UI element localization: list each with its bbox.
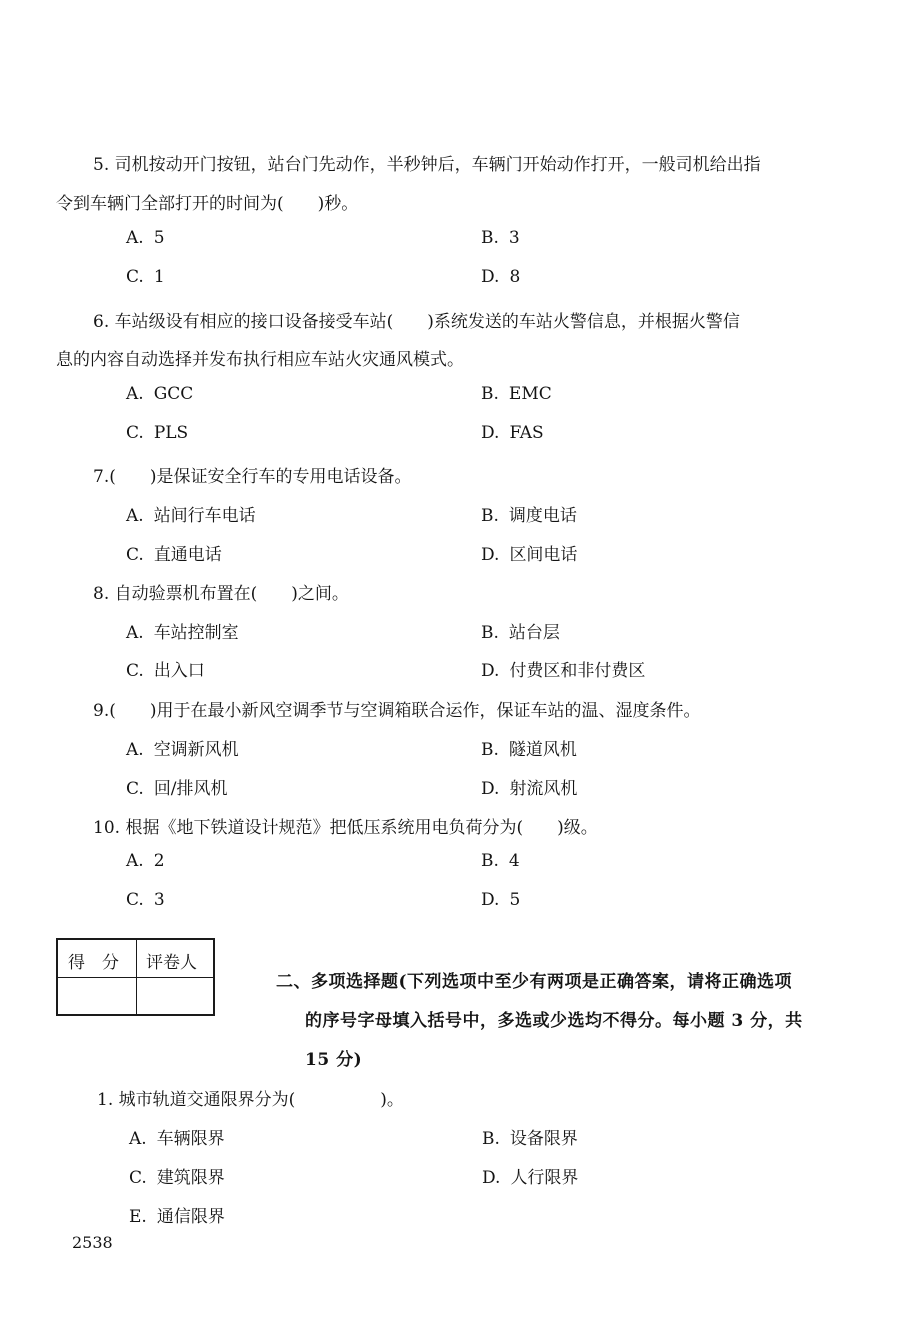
section-heading-line-2: 的序号字母填入括号中，多选或少选均不得分。每小题 3 分，共 <box>305 1011 803 1031</box>
option-c: C. 3 <box>126 890 165 910</box>
option-a: A. 空调新风机 <box>126 740 239 760</box>
question-9-line-1: 9.( )用于在最小新风空调季节与空调箱联合运作，保证车站的温、湿度条件。 <box>93 701 701 721</box>
option-d: D. 区间电话 <box>481 545 578 565</box>
option-d: D. 8 <box>481 267 521 287</box>
question-6-line-1: 6. 车站级设有相应的接口设备接受车站( )系统发送的车站火警信息，并根据火警信 <box>93 312 740 332</box>
question-7-line-1: 7.( )是保证安全行车的专用电话设备。 <box>93 467 412 487</box>
option-c: C. 1 <box>126 267 165 287</box>
option-b: B. 3 <box>481 228 520 248</box>
option-c: C. PLS <box>126 423 189 443</box>
option-d: D. 5 <box>481 890 521 910</box>
option-b: B. 站台层 <box>481 623 560 643</box>
grader-label: 评卷人 <box>146 953 197 973</box>
option-a: A. 车辆限界 <box>129 1129 225 1149</box>
score-table <box>56 938 215 1016</box>
question-5-line-2: 令到车辆门全部打开的时间为( )秒。 <box>56 194 359 214</box>
question-8-line-1: 8. 自动验票机布置在( )之间。 <box>93 584 349 604</box>
option-d: D. 付费区和非付费区 <box>481 661 646 681</box>
option-a: A. 车站控制室 <box>126 623 239 643</box>
page-number: 2538 <box>72 1233 113 1252</box>
section-heading-line-3: 15 分) <box>305 1050 363 1070</box>
option-a: A. GCC <box>126 384 194 404</box>
option-b: B. 调度电话 <box>481 506 577 526</box>
option-c: C. 建筑限界 <box>129 1168 225 1188</box>
option-a: A. 5 <box>126 228 165 248</box>
option-d: D. FAS <box>481 423 544 443</box>
question-6-line-2: 息的内容自动选择并发布执行相应车站火灾通风模式。 <box>56 350 464 370</box>
question-5-line-1: 5. 司机按动开门按钮，站台门先动作，半秒钟后，车辆门开始动作打开，一般司机给出指 <box>93 155 761 175</box>
option-c: C. 出入口 <box>126 661 205 681</box>
option-b: B. 隧道风机 <box>481 740 577 760</box>
table-divider-vertical <box>136 940 137 1014</box>
option-c: C. 回/排风机 <box>126 779 228 799</box>
option-a: A. 站间行车电话 <box>126 506 256 526</box>
option-d: D. 射流风机 <box>481 779 578 799</box>
option-b: B. 4 <box>481 851 520 871</box>
option-d: D. 人行限界 <box>482 1168 579 1188</box>
option-c: C. 直通电话 <box>126 545 222 565</box>
option-e: E. 通信限界 <box>129 1207 225 1227</box>
multi-question-1-line-1: 1. 城市轨道交通限界分为( )。 <box>97 1090 404 1110</box>
section-heading-line-1: 二、多项选择题(下列选项中至少有两项是正确答案，请将正确选项 <box>276 972 793 992</box>
option-a: A. 2 <box>126 851 165 871</box>
option-b: B. EMC <box>481 384 552 404</box>
option-b: B. 设备限界 <box>482 1129 578 1149</box>
score-label: 得 分 <box>68 953 119 973</box>
question-10-line-1: 10. 根据《地下铁道设计规范》把低压系统用电负荷分为( )级。 <box>93 818 598 838</box>
